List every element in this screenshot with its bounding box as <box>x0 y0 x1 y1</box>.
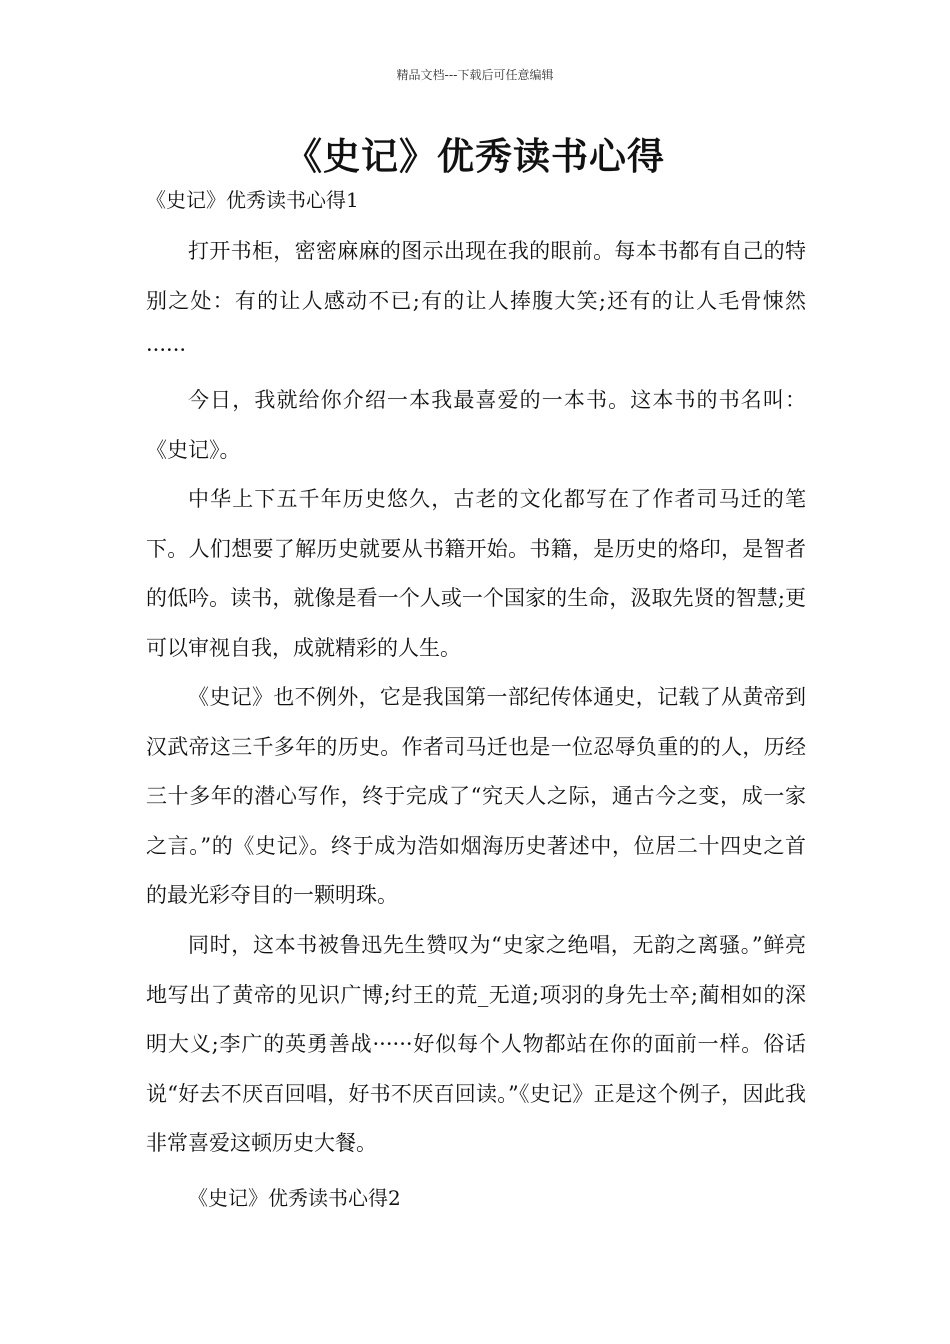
paragraph-2: 今日，我就给你介绍一本我最喜爱的一本书。这本书的书名叫：《史记》。 <box>146 388 806 462</box>
paragraph-1: 打开书柜，密密麻麻的图示出现在我的眼前。每本书都有自己的特别之处：有的让人感动不已;有的让人捧腹大笑;还有的让人毛骨悚然······ <box>146 239 806 362</box>
header-note: 精品文档---下载后可任意编辑 <box>396 68 554 82</box>
paragraph-4: 《史记》也不例外，它是我国第一部纪传体通史，记载了从黄帝到汉武帝这三千多年的历史。作者司马迁也是一位忍辱负重的的人，历经三十多年的潜心写作，终于完成了“究天人之际，通古今之变，成一家之言。”的《史记》。终于成为浩如烟海历史著述中，位居二十四史之首的最光彩夺目的一颗明珠。 <box>146 685 806 907</box>
section-heading-1: 《史记》优秀读书心得1 <box>146 188 359 212</box>
paragraph-3: 中华上下五千年历史悠久，古老的文化都写在了作者司马迁的笔下。人们想要了解历史就要从书籍开始。书籍，是历史的烙印，是智者的低吟。读书，就像是看一个人或一个国家的生命，汲取先贤的智慧;更可以审视自我，成就精彩的人生。 <box>146 487 806 660</box>
section-heading-2: 《史记》优秀读书心得2 <box>188 1186 401 1210</box>
document-title: 《史记》优秀读书心得 <box>285 135 665 178</box>
paragraph-5: 同时，这本书被鲁迅先生赞叹为“史家之绝唱，无韵之离骚。”鲜亮地写出了黄帝的见识广博;纣王的荒_无道;项羽的身先士卒;蔺相如的深明大义;李广的英勇善战······好似每个人物都站在你的面前一样。俗话说“好去不厌百回唱，好书不厌百回读。”《史记》正是这个例子，因此我非常喜爱这顿历史大餐。 <box>146 933 806 1155</box>
